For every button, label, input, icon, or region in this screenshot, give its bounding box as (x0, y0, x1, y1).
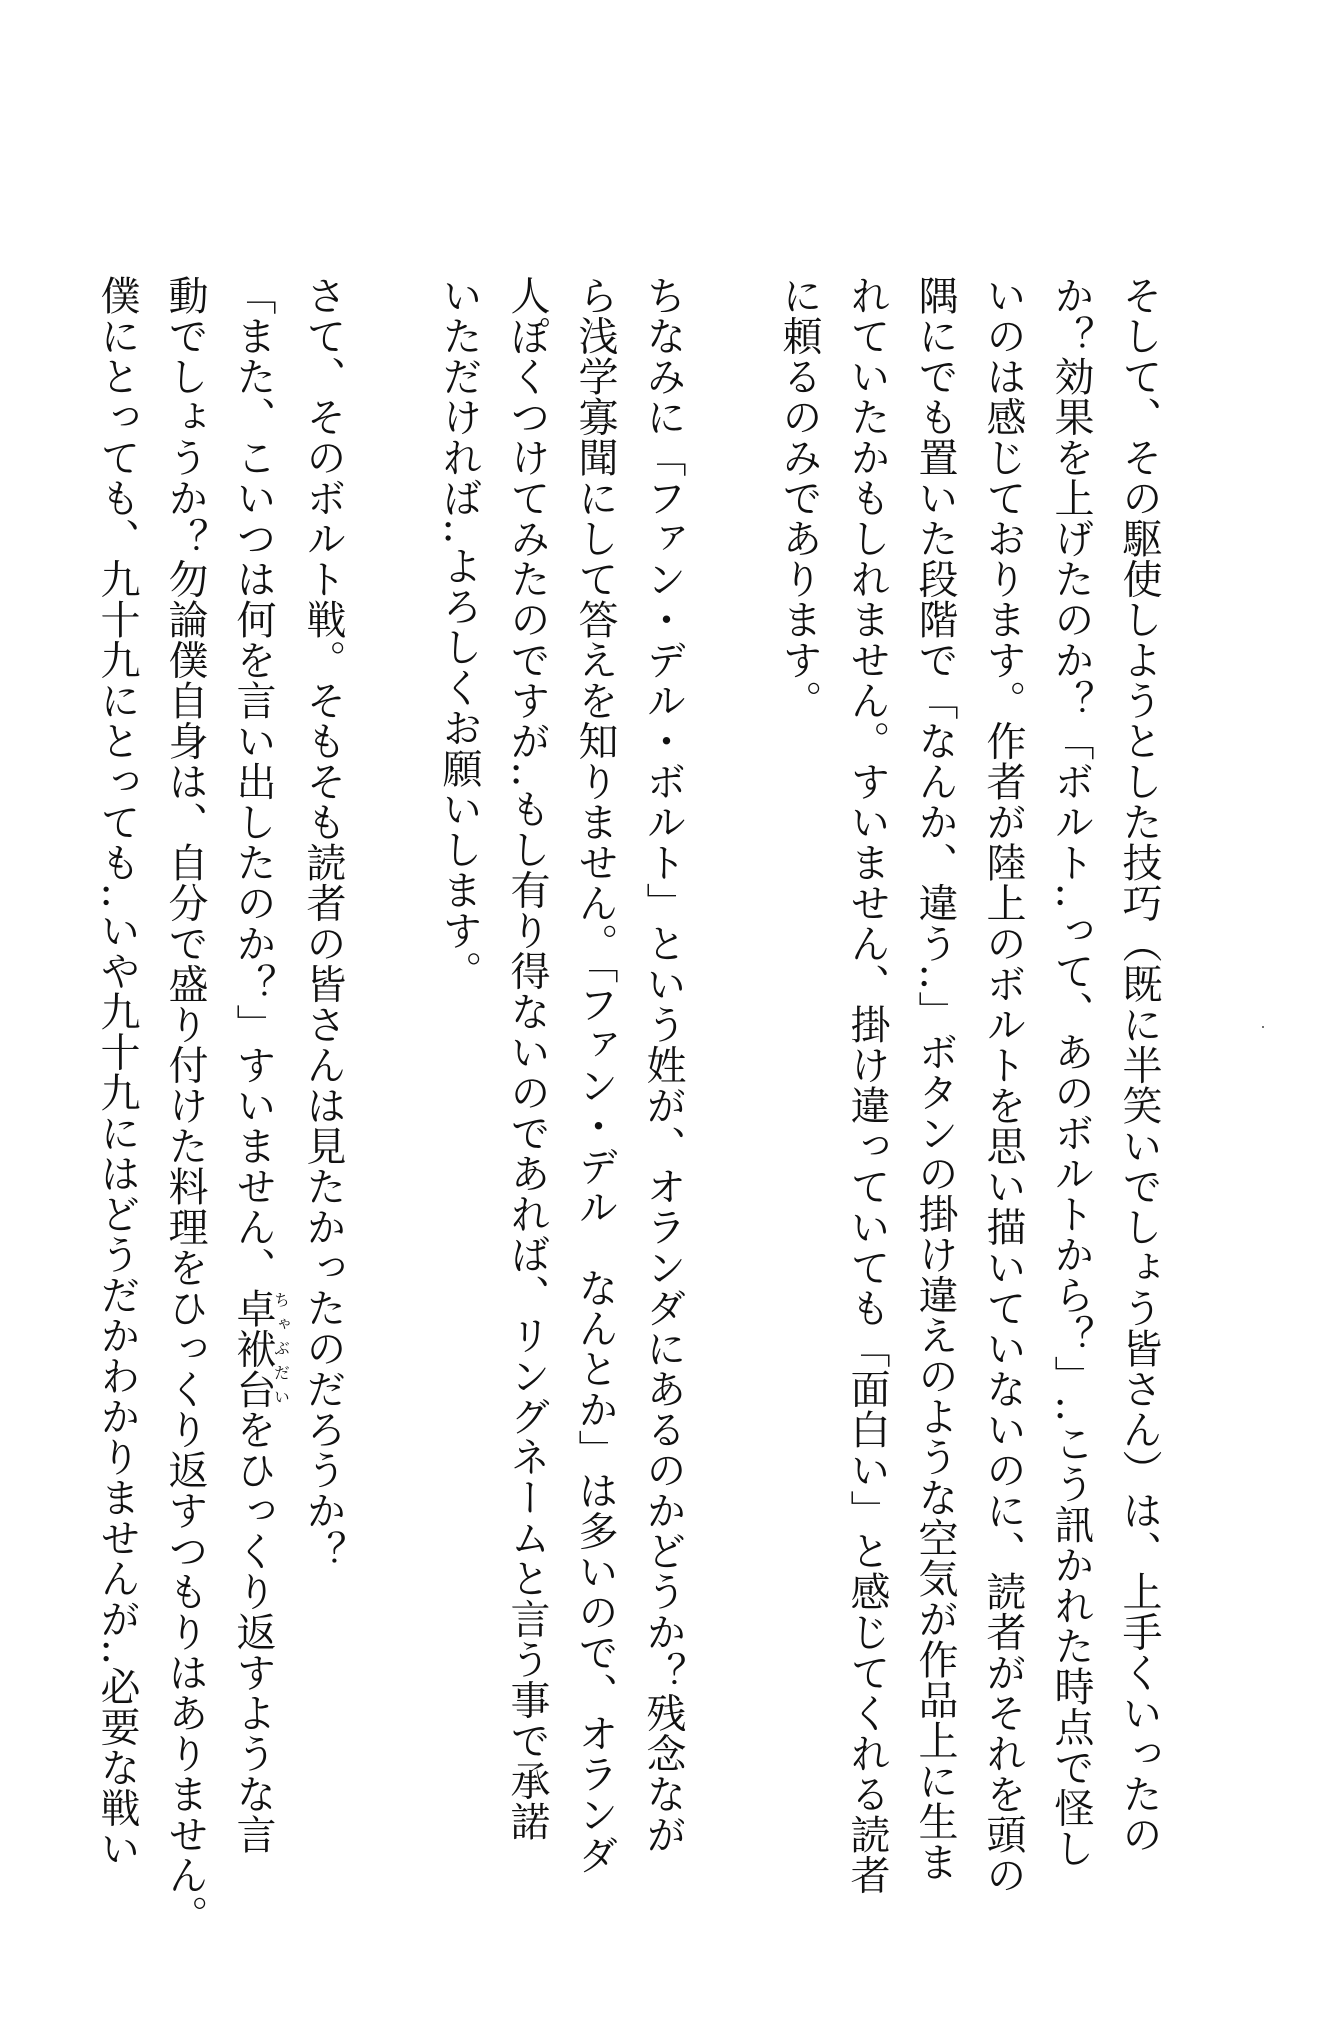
text-line: 動でしょうか？勿論僕自身は、自分で盛り付けた料理をひっくり返すつもりはありません。 (162, 275, 208, 1936)
text-line: いのは感じております。作者が陸上のボルトを思い描いていないのに、読者がそれを頭の (980, 275, 1026, 1895)
text-line: ら浅学寡聞にして答えを知りません。「ファン・デル なんとか」は多いので、オランダ (572, 275, 618, 1875)
text-line: 僕にとっても、九十九にとっても‥いや九十九にはどうだかわかりませんが‥必要な戦い (94, 275, 140, 1869)
scan-speck (1262, 1026, 1264, 1028)
paragraph-gap (697, 275, 765, 1935)
text-line: さて、そのボルト戦。そもそも読者の皆さんは見たかったのだろうか？ (300, 275, 346, 1571)
ruby-base: 卓袱台 (230, 1287, 276, 1409)
text-line: そして、その駆使しようとした技巧（既に半笑いでしょう皆さん）は、上手くいったの (1116, 275, 1162, 1855)
text-line: 人ぽくつけてみたのですが‥もし有り得ないのであれば、リングネームと言う事で承諾 (504, 275, 550, 1842)
text-line (219, 275, 289, 1935)
text-line: 隅にでも置いた段階で「なんか、違う‥」ボタンの掛け違えのような空気が作品上に生ま (912, 275, 958, 1882)
text-line: ちなみに「ファン・デル・ボルト」という姓が、オランダにあるのかどうか？残念なが (640, 275, 686, 1855)
text-line: か？効果を上げたのか？「ボルト‥って、あのボルトから？」‥こう訊かれた時点で怪し (1048, 275, 1094, 1869)
ruby-reading: ちゃぶだい (271, 1287, 291, 1409)
text-line: いただければ‥よろしくお願いします。 (436, 275, 482, 991)
ruby-annotation (230, 1287, 291, 1410)
text-fragment: 「また、こいつは何を言い出したのか？」すいません、 (230, 275, 276, 1288)
text-fragment: をひっくり返すような言 (230, 1409, 276, 1855)
vertical-text-block (83, 275, 1173, 1935)
paragraph-gap (357, 275, 425, 1935)
text-line: れていたかもしれません。すいません、掛け違っていても「面白い」と感じてくれる読者 (844, 275, 890, 1895)
text-line: に頼るのみであります。 (776, 275, 822, 721)
